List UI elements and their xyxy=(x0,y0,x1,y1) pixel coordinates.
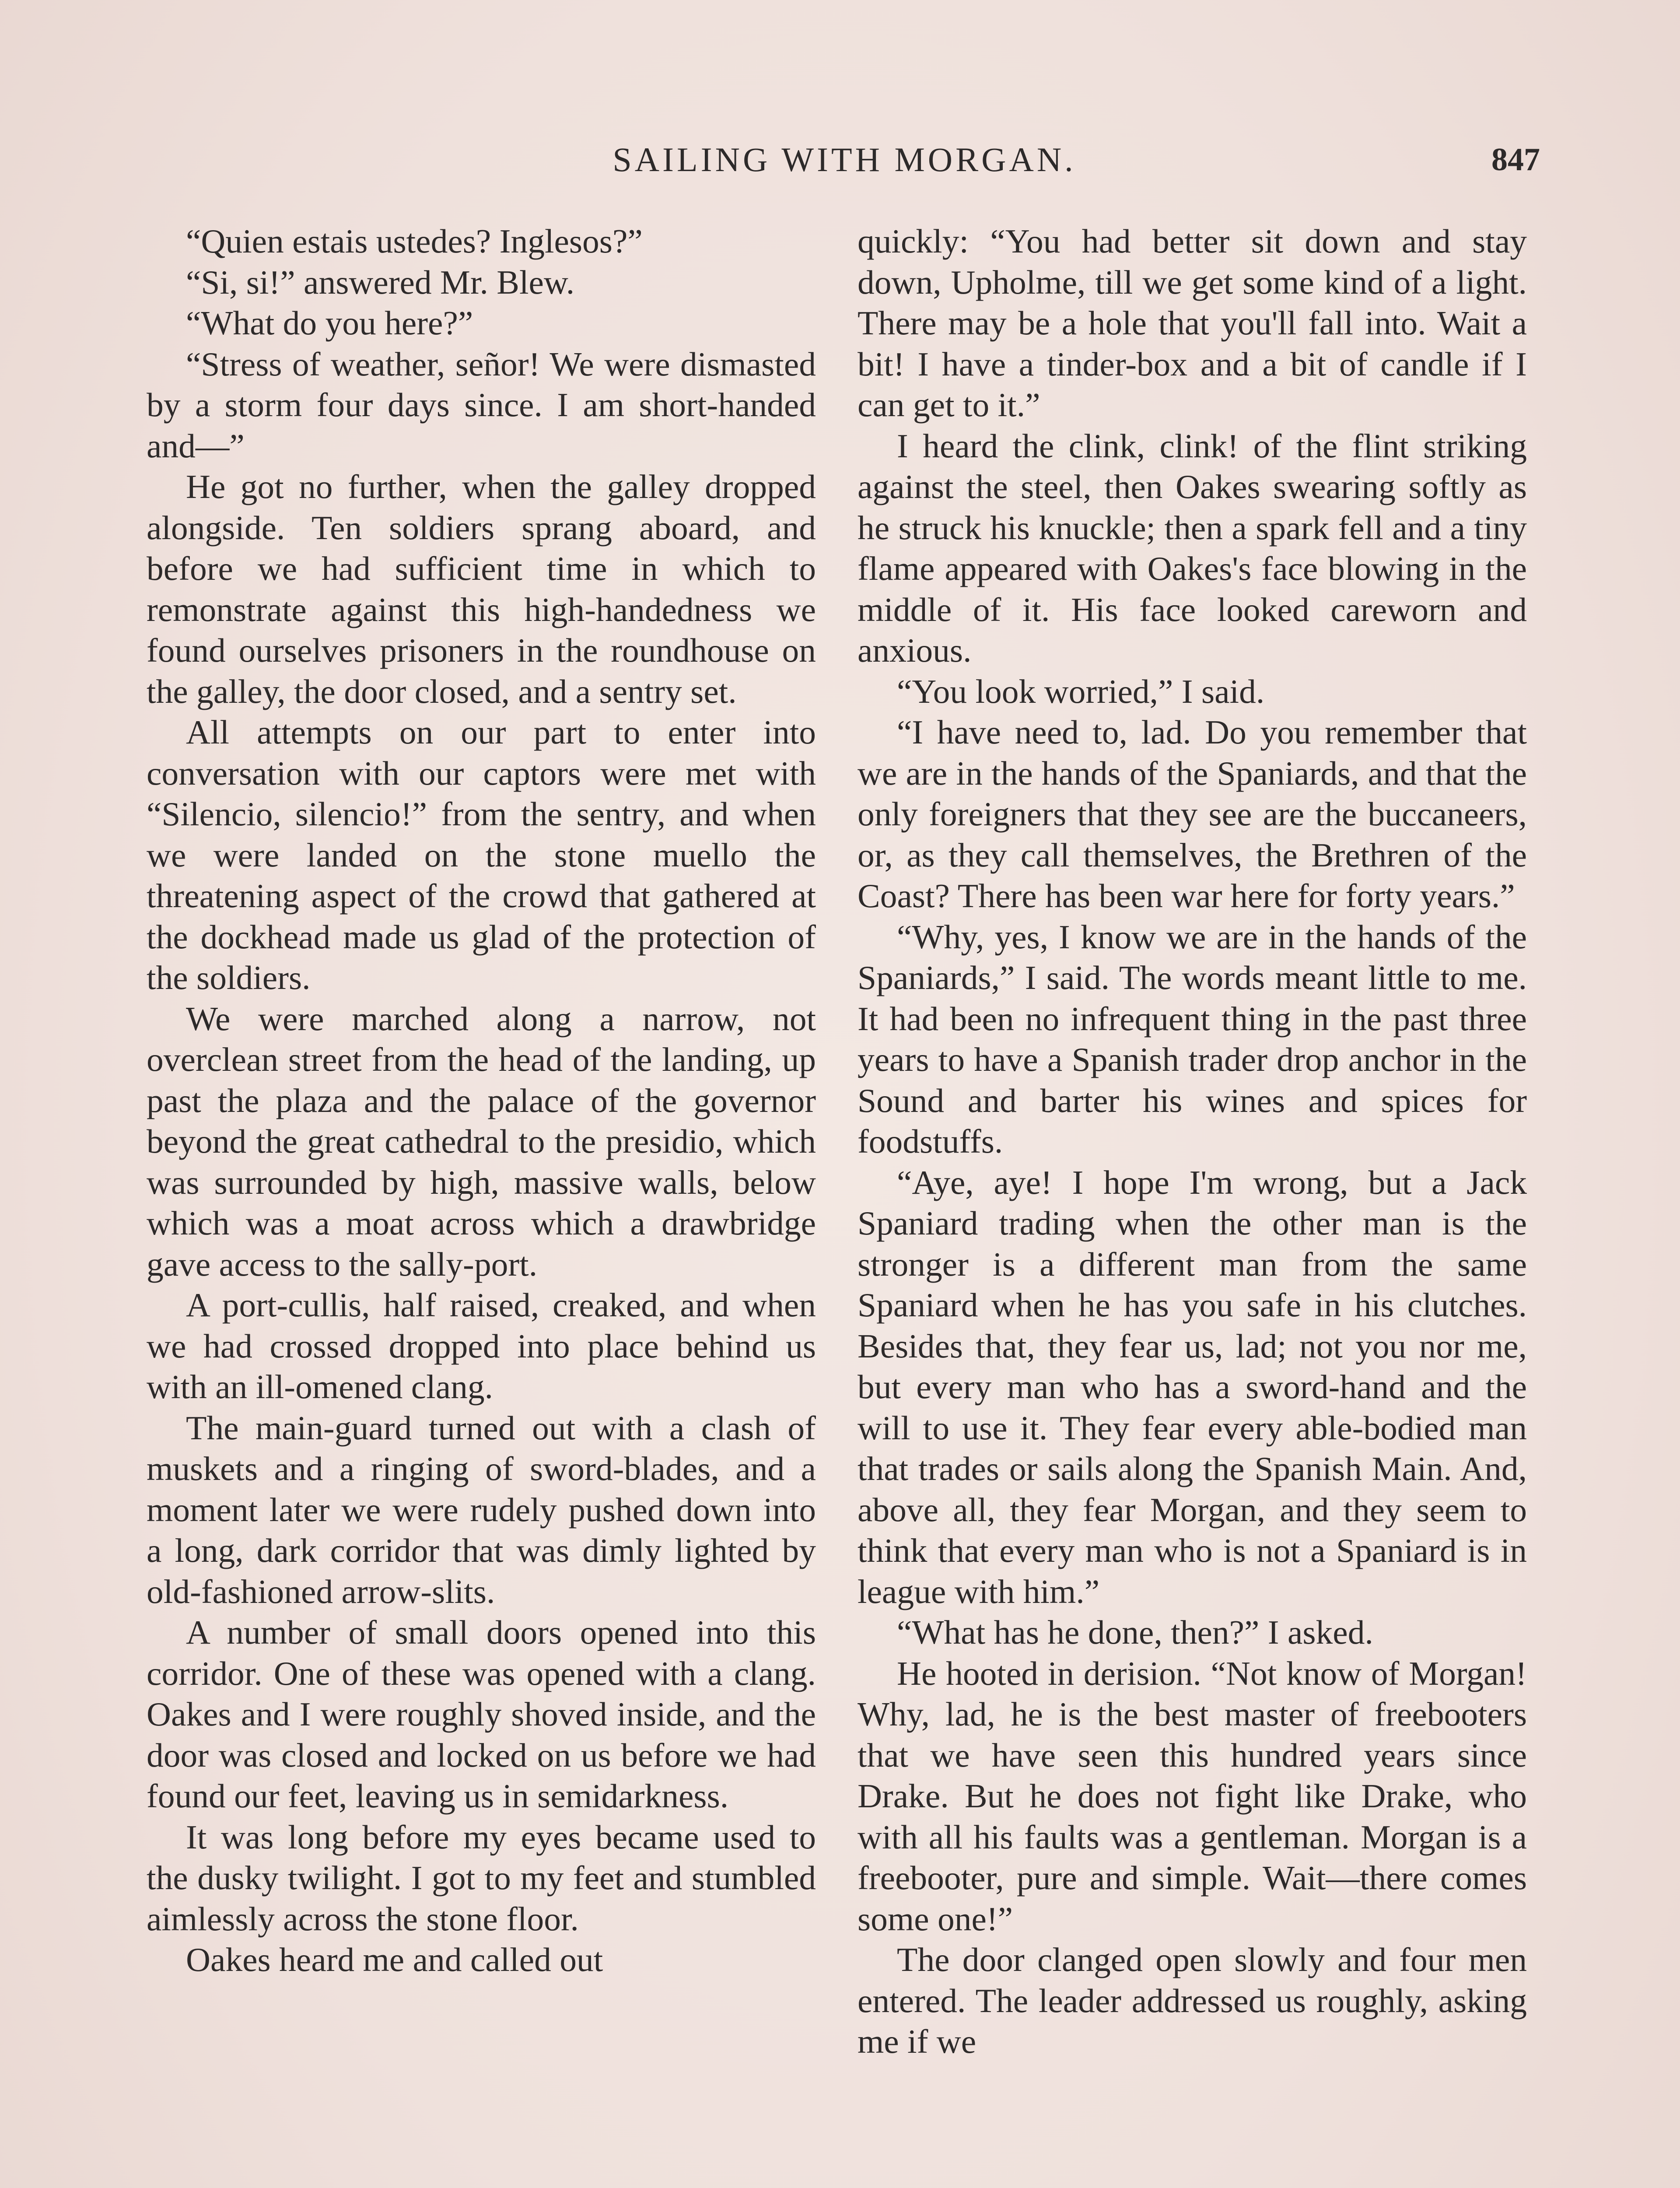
paragraph-continuation: quickly: “You had better sit down and stay down, Upholme, till we get some kind of a light. There may be a hole that you'll fall into. Wait a bit! I have a tinder-box and a bit of candle if I can get to it.” xyxy=(858,222,1527,424)
paragraph: He got no further, when the galley dropped alongside. Ten soldiers sprang aboard, and before we had sufficient time in which to remonstrate against this high-handedness we found ourselves prisoners in the roundhouse on the galley, the door closed, and a sentry set. xyxy=(147,468,816,710)
paragraph: We were marched along a narrow, not overclean street from the head of the landing, up past the plaza and the palace of the governor beyond the great cathedral to the presidio, which was surrounded by high, massive walls, below which was a moat across which a drawbridge gave access to the sally-port. xyxy=(147,999,816,1283)
right-column xyxy=(858,221,1527,2062)
paragraph: Oakes heard me and called out xyxy=(186,1941,603,1978)
paragraph: I heard the clink, clink! of the flint striking against the steel, then Oakes swearing softly as he struck his knuckle; then a spark fell and a tiny flame appeared with Oakes's face blowing in the middle of it. His face looked careworn and anxious. xyxy=(858,427,1527,669)
dialogue-line: “Si, si!” answered Mr. Blew. xyxy=(186,263,575,301)
paragraph: “Why, yes, I know we are in the hands of the Spaniards,” I said. The words meant little to me. It had been no infrequent thing in the past three years to have a Spanish trader drop anchor in the Sound and barter his wines and spices for foodstuffs. xyxy=(858,918,1527,1160)
dialogue-line: “What has he done, then?” I asked. xyxy=(897,1613,1373,1651)
paragraph: A port-cullis, half raised, creaked, and when we had crossed dropped into place behind us with an ill-omened clang. xyxy=(147,1286,816,1406)
paragraph: The main-guard turned out with a clash of muskets and a ringing of sword-blades, and a moment later we were rudely pushed down into a long, dark corridor that was dimly lighted by old-fashioned arrow-slits. xyxy=(147,1409,816,1610)
dialogue-line: “You look worried,” I said. xyxy=(897,672,1265,710)
dialogue-line: “What do you here?” xyxy=(186,304,473,342)
paragraph: All attempts on our part to enter into conversation with our captors were met with “Silencio, silencio!” from the sentry, and when we were landed on the stone muello the threatening aspect of the crowd that gathered at the dockhead made us glad of the protection of the soldiers. xyxy=(147,713,816,996)
paragraph: “I have need to, lad. Do you remember that we are in the hands of the Spaniards, and that the only foreigners that they see are the buccaneers, or, as they call themselves, the Brethren of the Coast? There has been war here for forty years.” xyxy=(858,713,1527,915)
running-head xyxy=(149,136,1540,184)
paragraph: The door clanged open slowly and four men entered. The leader addressed us roughly, asking me if we xyxy=(858,1941,1527,2060)
paragraph: He hooted in derision. “Not know of Morgan! Why, lad, he is the best master of freebooters that we have seen this hundred years since Drake. But he does not fight like Drake, who with all his faults was a gentleman. Morgan is a freebooter, pure and simple. Wait—there comes some one!” xyxy=(858,1654,1527,1938)
running-title: SAILING WITH MORGAN. xyxy=(612,140,1076,179)
dialogue-line: “Stress of weather, señor! We were dismasted by a storm four days since. I am short-handed and—” xyxy=(147,345,816,465)
paragraph: It was long before my eyes became used to the dusky twilight. I got to my feet and stumbled aimlessly across the stone floor. xyxy=(147,1818,816,1938)
dialogue-line: “Quien estais ustedes? Inglesos?” xyxy=(186,222,643,260)
paragraph: “Aye, aye! I hope I'm wrong, but a Jack Spaniard trading when the other man is the stronger is a different man from the same Spaniard when he has you safe in his clutches. Besides that, they fear us, lad; not you nor me, but every man who has a sword-hand and the will to use it. They fear every able-bodied man that trades or sails along the Spanish Main. And, above all, they fear Morgan, and they seem to think that every man who is not a Spaniard is in league with him.” xyxy=(858,1163,1527,1610)
paragraph: A number of small doors opened into this corridor. One of these was opened with a clang. Oakes and I were roughly shoved inside, and the door was closed and locked on us before we had found our feet, leaving us in semidarkness. xyxy=(147,1613,816,1815)
page-number: 847 xyxy=(1491,142,1540,178)
left-column xyxy=(147,221,816,1981)
